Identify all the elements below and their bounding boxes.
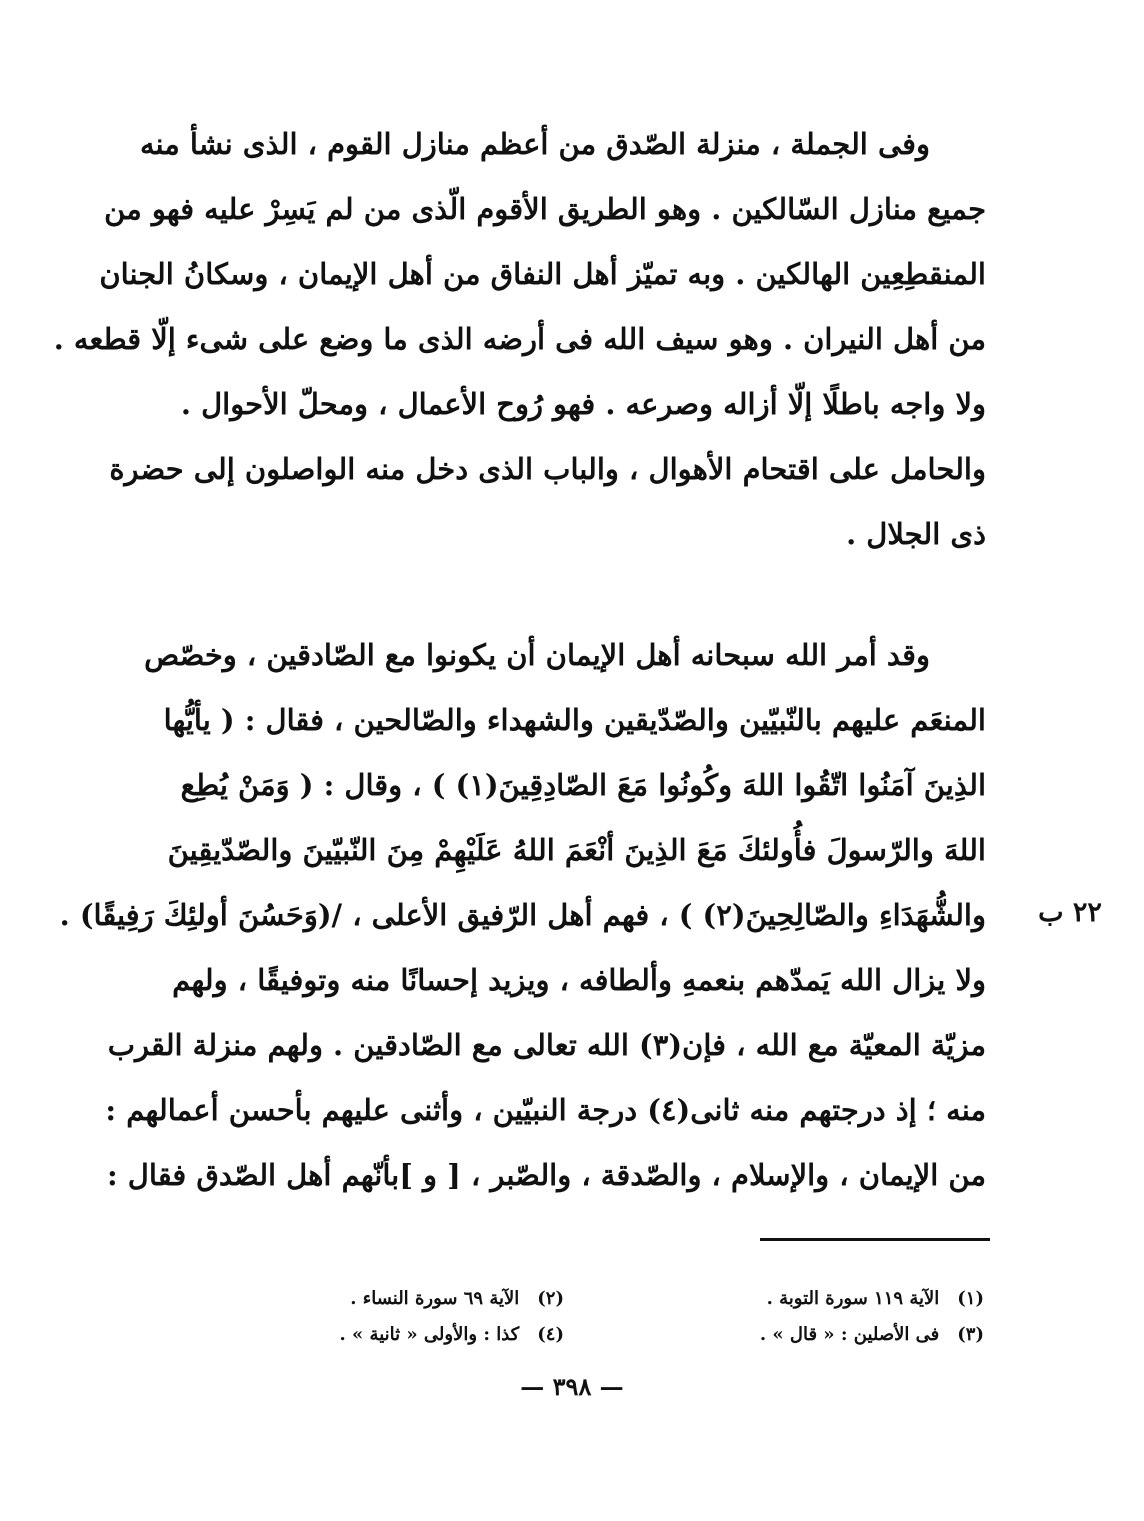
text-line: جميع منازل السّالكين . وهو الطريق الأقوم الّذى من لم يَسِرْ عليه فهو من bbox=[104, 192, 986, 226]
footnote-text: الآية ٦٩ سورة النساء . bbox=[350, 1288, 520, 1309]
text-line: الذِينَ آمَنُوا اتّقُوا اللهَ وكُونُوا مَعَ الصّادِقِينَ(١) ) ، وقال : ( وَمَنْ يُطِع bbox=[180, 768, 986, 802]
text-line: ولا يزال الله يَمدّهم بنعمهِ وألطافه ، ويزيد إحسانًا منه وتوفيقًا ، ولهم bbox=[172, 963, 986, 997]
text-line: المنقطِعِين الهالكين . وبه تميّز أهل النفاق من أهل الإيمان ، وسكانُ الجنان bbox=[99, 257, 986, 291]
text-line: من الإيمان ، والإسلام ، والصّدقة ، والصّبر ، [ و ]بأنّهم أهل الصّدق فقال : bbox=[106, 1158, 986, 1192]
footnote-text: كذا : والأولى « ثانية » . bbox=[339, 1324, 520, 1345]
footnote-number: (٤) bbox=[537, 1324, 564, 1345]
text-line: اللهَ والرّسولَ فأُولئكَ مَعَ الذِينَ أنْعَمَ اللهُ عَلَيْهِمْ مِنَ النّبيّينَ والصّدّيقِينَ bbox=[167, 833, 986, 867]
text-line: ولا واجه باطلًا إلّا أزاله وصرعه . فهو رُوح الأعمال ، ومحلّ الأحوال . bbox=[180, 387, 986, 421]
text-line: مزيّة المعيّة مع الله ، فإن(٣) الله تعالى مع الصّادقين . ولهم منزلة القرب bbox=[107, 1028, 986, 1062]
footnotes bbox=[184, 1285, 984, 1349]
footnote-4 bbox=[184, 1321, 564, 1349]
footnote-2 bbox=[184, 1285, 564, 1313]
footnote-number: (٢) bbox=[537, 1288, 564, 1309]
footnote-1 bbox=[604, 1285, 984, 1313]
page-number: — ٣٩٨ — bbox=[520, 1372, 624, 1401]
manuscript-folio-marker: ٢٢ ب bbox=[1038, 897, 1102, 928]
text-line: منه ؛ إذ درجتهم منه ثانى(٤) درجة النبيّين ، وأثنى عليهم بأحسن أعمالهم : bbox=[105, 1093, 986, 1127]
text-line: المنعَم عليهم بالنّبيّين والصّدّيقين والشهداء والصّالحين ، فقال : ( يأيُّها bbox=[163, 703, 986, 737]
paragraph-2 bbox=[59, 623, 986, 1208]
main-text bbox=[53, 112, 986, 1208]
footnote-divider bbox=[760, 1238, 990, 1241]
footnote-3 bbox=[604, 1321, 984, 1349]
text-line: وقد أمر الله سبحانه أهل الإيمان أن يكونوا مع الصّادقين ، وخصّص bbox=[144, 638, 930, 672]
footnote-text: الآية ١١٩ سورة التوبة . bbox=[766, 1288, 940, 1309]
footnote-number: (٣) bbox=[957, 1324, 984, 1345]
text-line: والشُّهَدَاءِ والصّالِحِينَ(٢) ) ، فهم أهل الرّفيق الأعلى ، /(وَحَسُنَ أولئِكَ رَفِيقًا) . bbox=[59, 898, 986, 932]
text-line: وفى الجملة ، منزلة الصّدق من أعظم منازل القوم ، الذى نشأ منه bbox=[139, 127, 930, 161]
paragraph-gap bbox=[156, 567, 986, 623]
text-line: والحامل على اقتحام الأهوال ، والباب الذى دخل منه الواصلون إلى حضرة bbox=[109, 452, 986, 486]
text-line: ذى الجلال . bbox=[846, 517, 986, 551]
text-line: من أهل النيران . وهو سيف الله فى أرضه الذى ما وضع على شىء إلّا قطعه . bbox=[53, 322, 986, 356]
footnote-number: (١) bbox=[957, 1288, 984, 1309]
paragraph-1 bbox=[53, 112, 986, 567]
footnote-text: فى الأصلين : « قال » . bbox=[759, 1324, 940, 1345]
